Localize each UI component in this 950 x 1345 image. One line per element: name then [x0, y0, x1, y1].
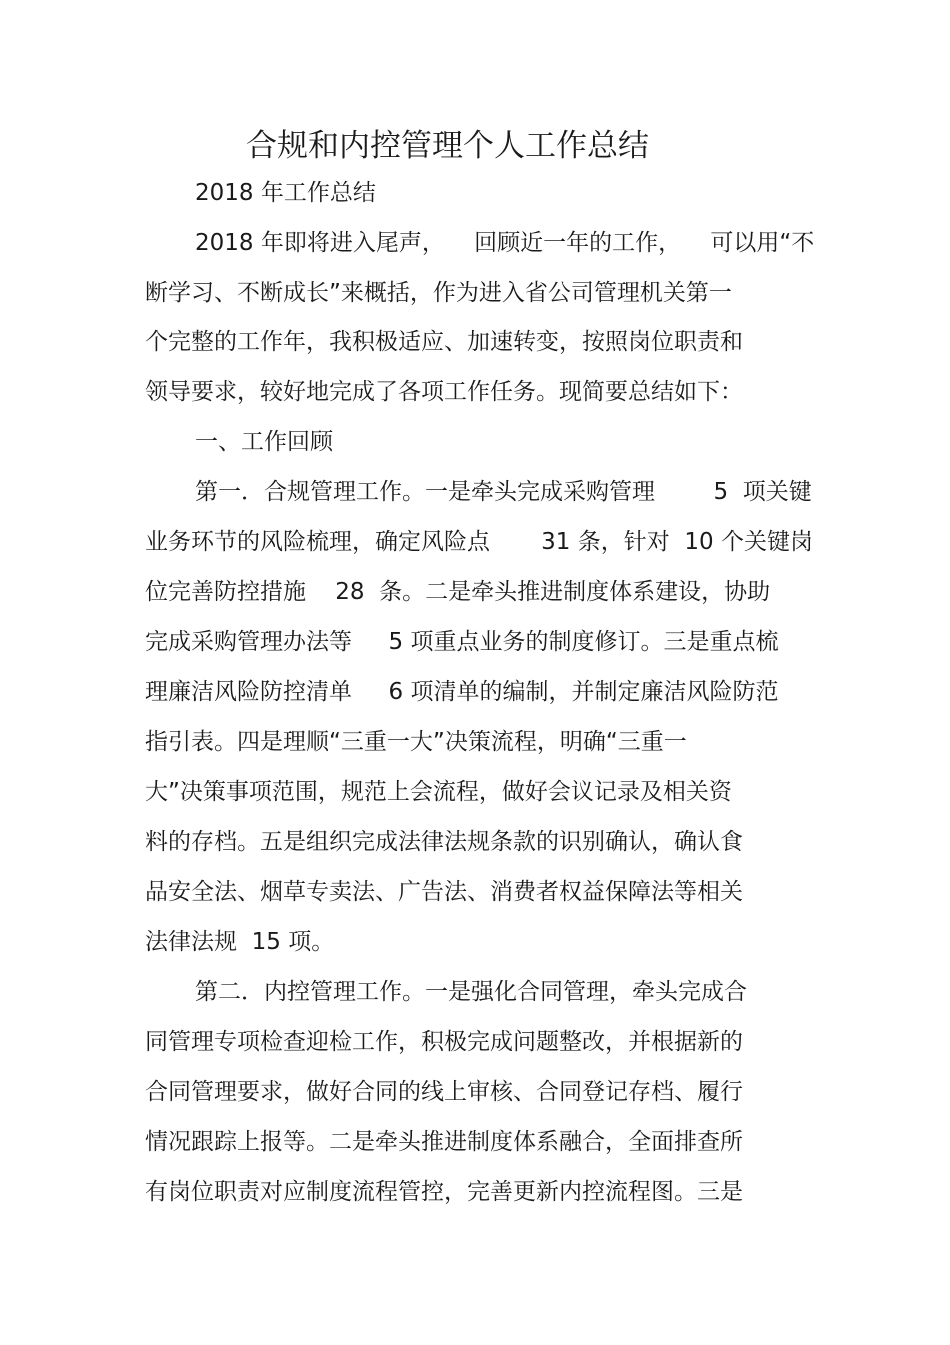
document-subtitle: 2018 年工作总结 — [195, 180, 376, 206]
document-title: 合规和内控管理个人工作总结 — [246, 128, 649, 164]
paragraph-line: 品安全法、烟草专卖法、广告法、消费者权益保障法等相关 — [145, 879, 743, 905]
paragraph-line: 位完善防控措施 28 条。二是牵头推进制度体系建设，协助 — [145, 579, 771, 605]
paragraph-line: 理廉洁风险防控清单 6 项清单的编制，并制定廉洁风险防范 — [145, 679, 779, 705]
paragraph-line: 料的存档。五是组织完成法律法规条款的识别确认，确认食 — [145, 829, 743, 855]
paragraph-line: 第二．内控管理工作。一是强化合同管理，牵头完成合 — [195, 979, 747, 1005]
paragraph-line: 完成采购管理办法等 5 项重点业务的制度修订。三是重点梳 — [145, 629, 779, 655]
paragraph-line: 断学习、不断成长”来概括，作为进入省公司管理机关第一 — [145, 280, 732, 306]
paragraph-line: 同管理专项检查迎检工作，积极完成问题整改，并根据新的 — [145, 1029, 743, 1055]
paragraph-line: 业务环节的风险梳理，确定风险点 31 条，针对 10 个关键岗 — [145, 529, 813, 555]
paragraph-line: 有岗位职责对应制度流程管控，完善更新内控流程图。三是 — [145, 1179, 743, 1205]
paragraph-line: 第一．合规管理工作。一是牵头完成采购管理 5 项关键 — [195, 479, 812, 505]
section-heading: 一、工作回顾 — [195, 429, 333, 455]
paragraph-line: 领导要求，较好地完成了各项工作任务。现简要总结如下： — [145, 379, 743, 405]
paragraph-line: 大”决策事项范围，规范上会流程，做好会议记录及相关资 — [145, 779, 732, 805]
paragraph-line: 指引表。四是理顺“三重一大”决策流程，明确“三重一 — [145, 729, 687, 755]
paragraph-line: 法律法规 15 项。 — [145, 929, 335, 955]
paragraph-line: 情况跟踪上报等。二是牵头推进制度体系融合，全面排查所 — [145, 1129, 743, 1155]
paragraph-line: 2018 年即将进入尾声， 回顾近一年的工作， 可以用“不 — [195, 230, 815, 256]
paragraph-line: 合同管理要求，做好合同的线上审核、合同登记存档、履行 — [145, 1079, 743, 1105]
paragraph-line: 个完整的工作年，我积极适应、加速转变，按照岗位职责和 — [145, 329, 743, 355]
